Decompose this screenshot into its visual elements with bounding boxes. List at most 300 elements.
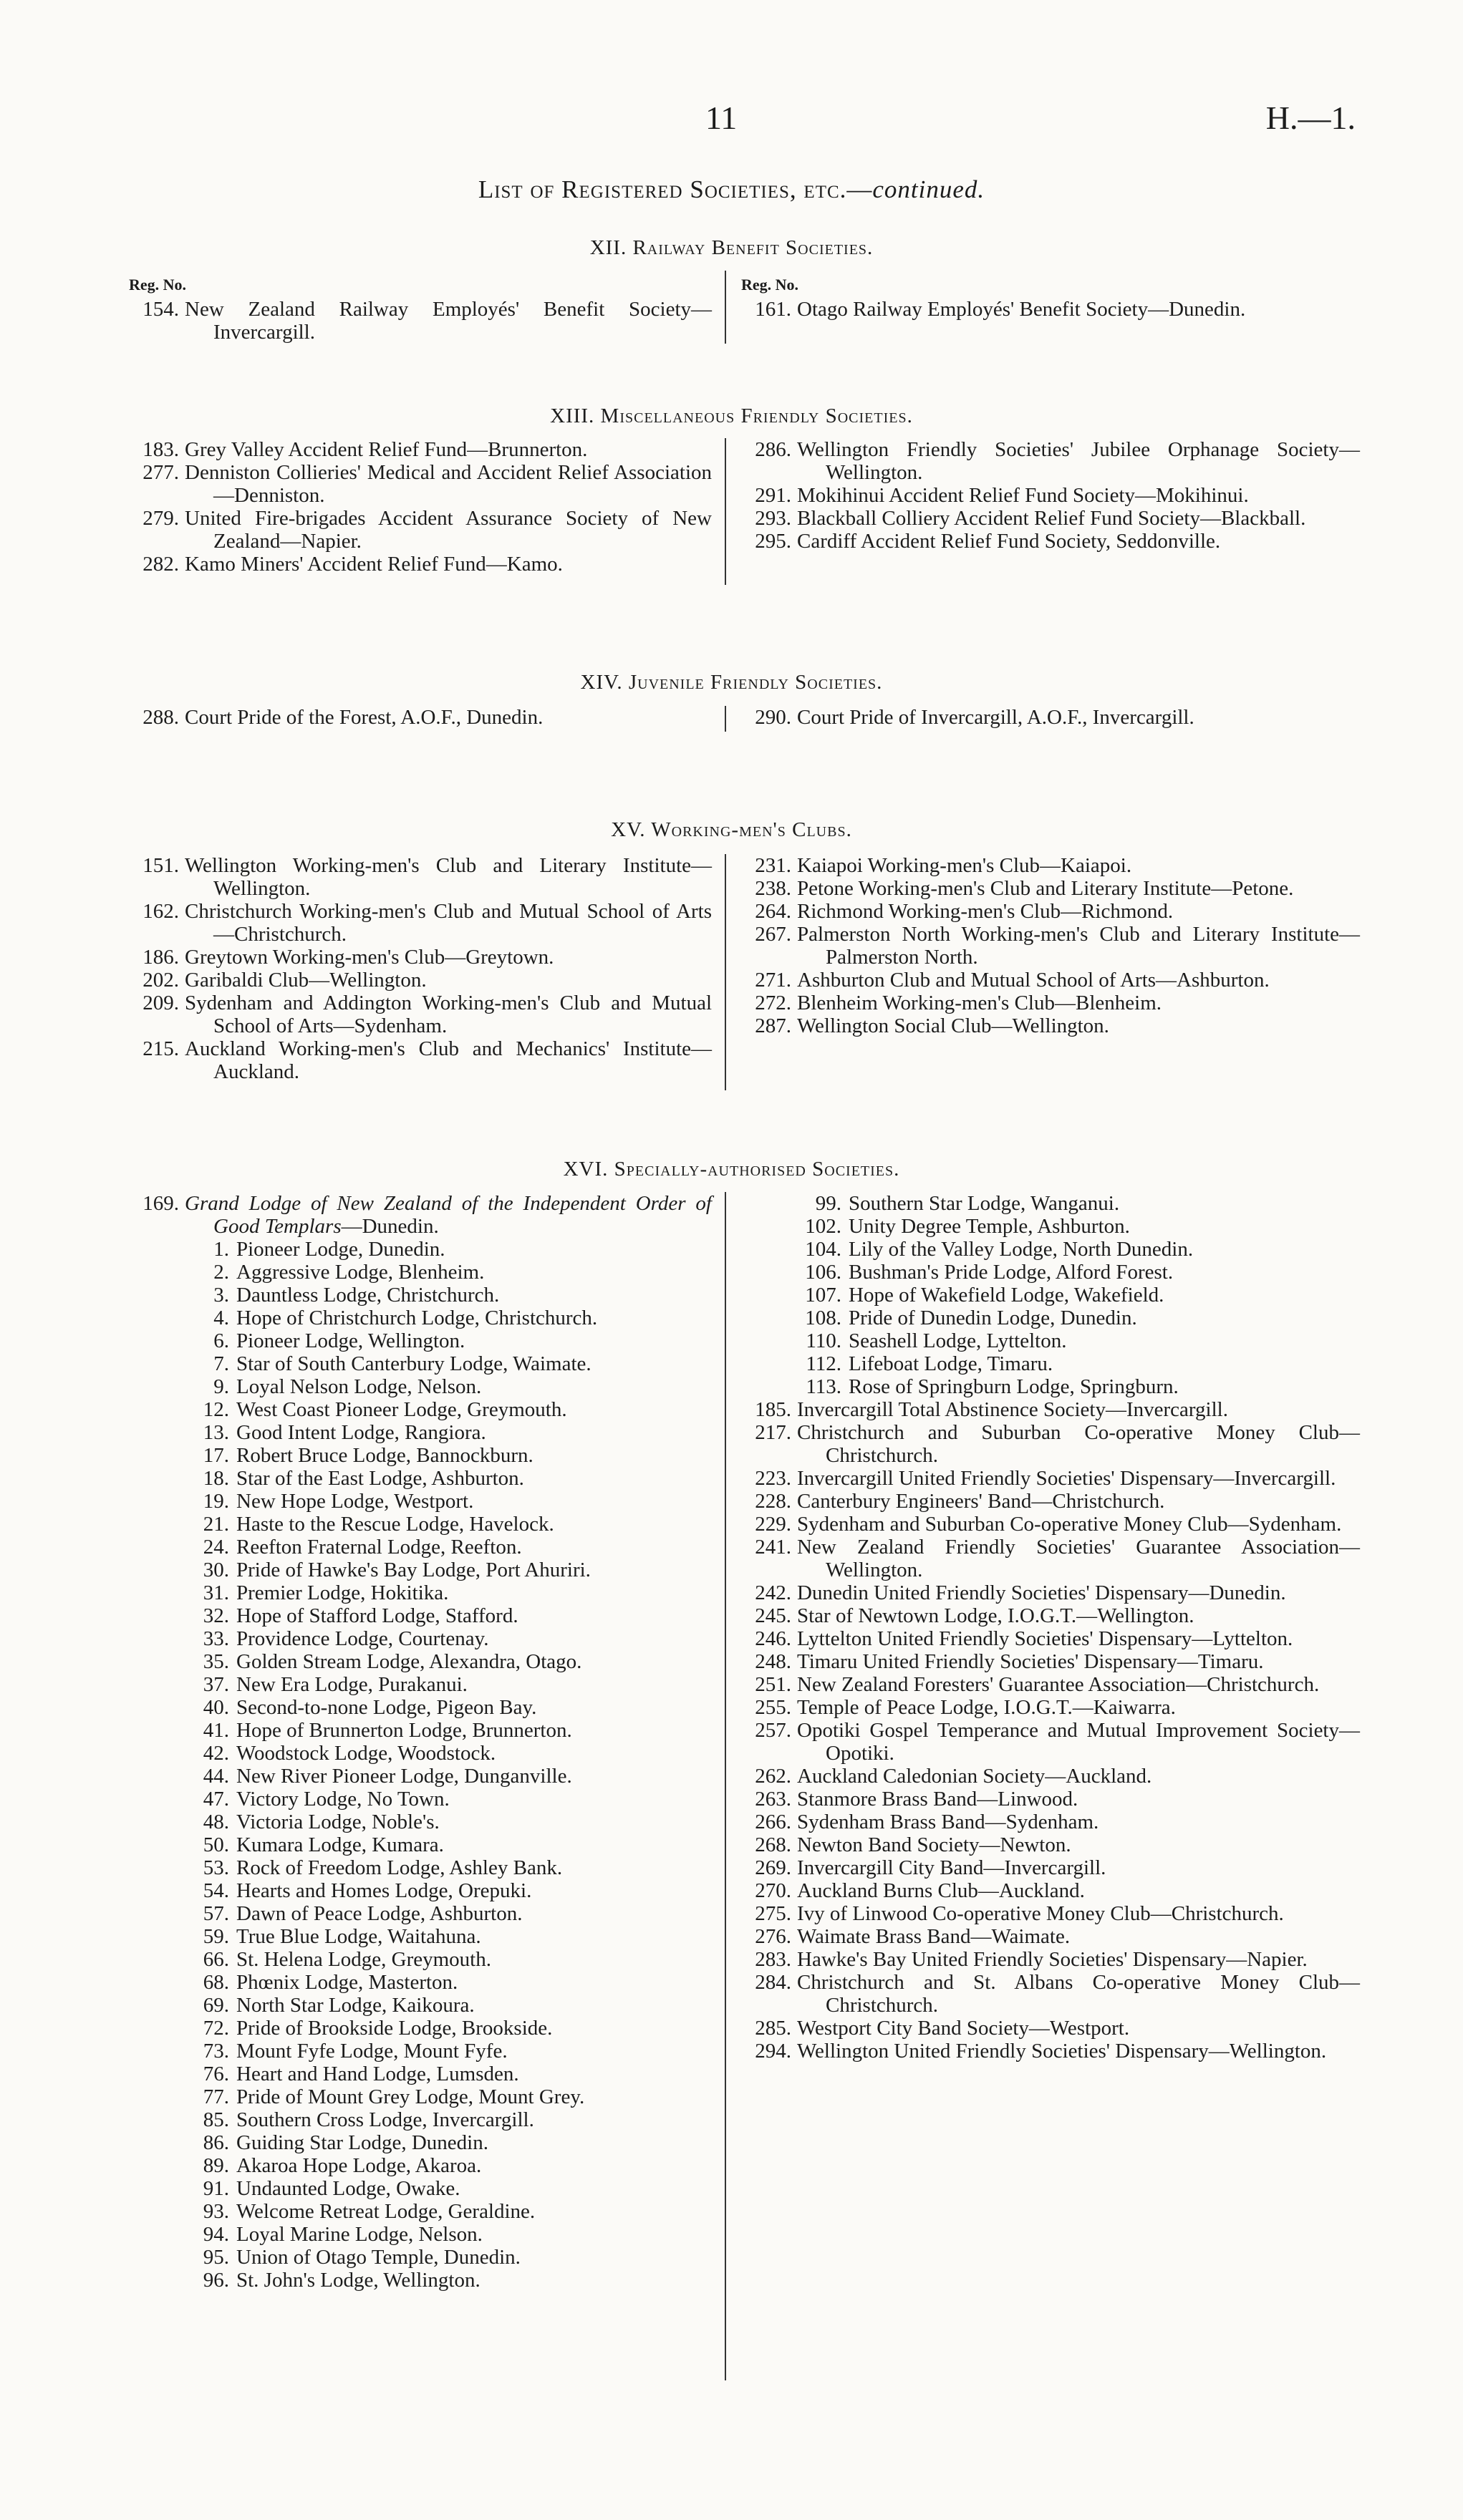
lodge-list-item	[129, 1375, 716, 1398]
society-list-item	[741, 706, 1364, 729]
society-name: Kamo Miners' Accident Relief Fund—Kamo.	[185, 553, 563, 576]
society-name: Timaru United Friendly Societies' Dispensary—Timaru.	[797, 1650, 1264, 1673]
society-name: Southern Star Lodge, Wanganui.	[849, 1192, 1120, 1215]
society-name: Hope of Stafford Lodge, Stafford.	[236, 1604, 518, 1627]
registration-number: 263.	[755, 1788, 791, 1811]
society-name: Wellington Social Club—Wellington.	[797, 1014, 1109, 1037]
registration-number: 17.	[203, 1444, 229, 1467]
lodge-list-item	[129, 1513, 716, 1536]
lodge-list-item	[129, 1948, 716, 1971]
reg-no-label: Reg. No.	[129, 276, 187, 294]
registration-number: 13.	[203, 1421, 229, 1444]
section-title-working-mens-clubs: XV. Working-men's Clubs.	[611, 818, 852, 841]
registration-number: 288.	[143, 706, 179, 729]
lodge-list-item	[129, 1307, 716, 1329]
registration-number: 270.	[755, 1879, 791, 1902]
society-list-item	[741, 507, 1364, 530]
society-name: True Blue Lodge, Waitahuna.	[236, 1925, 481, 1948]
lodge-list-item	[129, 1467, 716, 1490]
lodge-list-item	[129, 1994, 716, 2017]
registration-number: 86.	[203, 2131, 229, 2154]
society-name: Heart and Hand Lodge, Lumsden.	[236, 2063, 519, 2085]
grand-lodge-entry	[129, 1192, 716, 1238]
list-title-main: List of Registered Societies, etc.—	[478, 175, 873, 203]
registration-number: 272.	[755, 992, 791, 1014]
society-name: St. John's Lodge, Wellington.	[236, 2269, 481, 2292]
lodge-list-item	[741, 1352, 1364, 1375]
column-divider	[725, 271, 726, 344]
registration-number: 4.	[213, 1307, 229, 1329]
society-name: Wellington Friendly Societies' Jubilee Orphanage Society—Wellington.	[797, 438, 1360, 484]
registration-number: 275.	[755, 1902, 791, 1925]
registration-number: 7.	[213, 1352, 229, 1375]
registration-number: 68.	[203, 1971, 229, 1994]
society-name: New Zealand Railway Employés' Benefit Society—Invercargill.	[185, 298, 712, 344]
society-name: Haste to the Rescue Lodge, Havelock.	[236, 1513, 554, 1536]
registration-number: 241.	[755, 1536, 791, 1559]
registration-number: 96.	[203, 2269, 229, 2292]
registration-number: 154.	[143, 298, 179, 321]
registration-number: 57.	[203, 1902, 229, 1925]
grand-lodge-name: Grand Lodge of New Zealand of the Independent Order of Good Templars	[185, 1192, 712, 1238]
registration-number: 50.	[203, 1833, 229, 1856]
society-name: United Fire-brigades Accident Assurance Society of New Zealand—Napier.	[185, 507, 712, 553]
society-name: Otago Railway Employés' Benefit Society—Dunedin.	[797, 298, 1246, 321]
lodge-list-item	[129, 1536, 716, 1559]
society-name: Seashell Lodge, Lyttelton.	[849, 1329, 1067, 1352]
registration-number: 271.	[755, 969, 791, 992]
lodge-list-item	[129, 2063, 716, 2085]
society-name: Canterbury Engineers' Band—Christchurch.	[797, 1490, 1165, 1513]
society-name: Good Intent Lodge, Rangiora.	[236, 1421, 486, 1444]
society-name: Hope of Wakefield Lodge, Wakefield.	[849, 1284, 1164, 1307]
lodge-list-item	[741, 1307, 1364, 1329]
society-list-item	[741, 1925, 1364, 1948]
registration-number: 3.	[213, 1284, 229, 1307]
society-name: Undaunted Lodge, Owake.	[236, 2177, 460, 2200]
society-list-item	[129, 461, 716, 507]
society-name: Newton Band Society—Newton.	[797, 1833, 1071, 1856]
society-list-item	[741, 1971, 1364, 2017]
society-name: Grey Valley Accident Relief Fund—Brunnerton.	[185, 438, 588, 461]
society-list-item	[741, 484, 1364, 507]
registration-number: 59.	[203, 1925, 229, 1948]
registration-number: 33.	[203, 1627, 229, 1650]
registration-number: 53.	[203, 1856, 229, 1879]
lodge-list-item	[129, 1742, 716, 1765]
society-name: St. Helena Lodge, Greymouth.	[236, 1948, 491, 1971]
lodge-list-item	[741, 1261, 1364, 1284]
society-list-item	[741, 1398, 1364, 1421]
miscellaneous-right-column	[741, 438, 1364, 553]
registration-number: 54.	[203, 1879, 229, 1902]
registration-number: 30.	[203, 1559, 229, 1581]
lodge-list-item	[129, 1421, 716, 1444]
list-title-continued: continued.	[872, 175, 985, 203]
society-list-item	[741, 1811, 1364, 1833]
society-name: New Hope Lodge, Westport.	[236, 1490, 474, 1513]
society-list-item	[129, 438, 716, 461]
society-name: Premier Lodge, Hokitika.	[236, 1581, 449, 1604]
society-list-item	[741, 877, 1364, 900]
society-name: Welcome Retreat Lodge, Geraldine.	[236, 2200, 536, 2223]
registration-number: 245.	[755, 1604, 791, 1627]
registration-number: 73.	[203, 2040, 229, 2063]
society-list-item	[741, 992, 1364, 1014]
society-name: Greytown Working-men's Club—Greytown.	[185, 946, 554, 969]
registration-number: 93.	[203, 2200, 229, 2223]
registration-number: 269.	[755, 1856, 791, 1879]
society-list-item	[741, 2017, 1364, 2040]
registration-number: 283.	[755, 1948, 791, 1971]
lodge-list-item	[129, 1811, 716, 1833]
lodge-list-item	[129, 1444, 716, 1467]
lodge-list-item	[129, 2177, 716, 2200]
lodge-list-item	[129, 2223, 716, 2246]
registration-number: 277.	[143, 461, 179, 484]
society-name: Kumara Lodge, Kumara.	[236, 1833, 444, 1856]
lodge-list-item	[129, 1971, 716, 1994]
registration-number: 238.	[755, 877, 791, 900]
page-number: 11	[705, 100, 738, 136]
registration-number: 102.	[805, 1215, 841, 1238]
society-list-item	[741, 900, 1364, 923]
society-list-item	[741, 1467, 1364, 1490]
registration-number: 279.	[143, 507, 179, 530]
registration-number: 95.	[203, 2246, 229, 2269]
lodge-list-item	[129, 1329, 716, 1352]
society-name: Star of the East Lodge, Ashburton.	[236, 1467, 524, 1490]
society-list-item	[129, 946, 716, 969]
society-name: Court Pride of the Forest, A.O.F., Dunedin.	[185, 706, 544, 729]
registration-number: 12.	[203, 1398, 229, 1421]
railway-right-column	[741, 273, 1364, 321]
society-name: Palmerston North Working-men's Club and Literary Institute—Palmerston North.	[797, 923, 1360, 969]
lodge-list-item	[129, 1696, 716, 1719]
society-list-item	[741, 1650, 1364, 1673]
lodge-list-item	[129, 1719, 716, 1742]
registration-number: 91.	[203, 2177, 229, 2200]
lodge-list-item	[129, 1490, 716, 1513]
lodge-list-item	[741, 1375, 1364, 1398]
registration-number: 276.	[755, 1925, 791, 1948]
section-title-railway: XII. Railway Benefit Societies.	[589, 236, 874, 259]
society-list-item	[741, 1696, 1364, 1719]
society-list-item	[129, 507, 716, 553]
society-name: Garibaldi Club—Wellington.	[185, 969, 427, 992]
section-title-juvenile: XIV. Juvenile Friendly Societies.	[580, 671, 883, 694]
registration-number: 267.	[755, 923, 791, 946]
society-list-item	[129, 298, 716, 344]
specially-authorised-right-column	[741, 1192, 1364, 2063]
society-name: Phœnix Lodge, Masterton.	[236, 1971, 458, 1994]
society-name: Invercargill Total Abstinence Society—Invercargill.	[797, 1398, 1228, 1421]
registration-number: 35.	[203, 1650, 229, 1673]
society-name: Wellington Working-men's Club and Literary Institute—Wellington.	[185, 854, 712, 900]
registration-number: 106.	[805, 1261, 841, 1284]
registration-number: 19.	[203, 1490, 229, 1513]
society-name: Star of Newtown Lodge, I.O.G.T.—Wellington.	[797, 1604, 1194, 1627]
society-name: Loyal Marine Lodge, Nelson.	[236, 2223, 483, 2246]
society-name: Victoria Lodge, Noble's.	[236, 1811, 440, 1833]
registration-number: 104.	[805, 1238, 841, 1261]
registration-number: 285.	[755, 2017, 791, 2040]
lodge-list-item	[741, 1329, 1364, 1352]
society-name: Petone Working-men's Club and Literary Institute—Petone.	[797, 877, 1294, 900]
registration-number: 66.	[203, 1948, 229, 1971]
registration-number: 48.	[203, 1811, 229, 1833]
lodge-list-item	[129, 1261, 716, 1284]
society-name: Pride of Mount Grey Lodge, Mount Grey.	[236, 2085, 585, 2108]
lodge-list-item	[129, 1902, 716, 1925]
lodge-list-item	[129, 1581, 716, 1604]
working-mens-clubs-right-column	[741, 854, 1364, 1037]
lodge-list-item	[129, 1559, 716, 1581]
society-name: Denniston Collieries' Medical and Accident Relief Association—Denniston.	[185, 461, 712, 507]
society-name: Rose of Springburn Lodge, Springburn.	[849, 1375, 1179, 1398]
registration-number: 69.	[203, 1994, 229, 2017]
registration-number: 72.	[203, 2017, 229, 2040]
registration-number: 185.	[755, 1398, 791, 1421]
society-name: Akaroa Hope Lodge, Akaroa.	[236, 2154, 482, 2177]
registration-number: 251.	[755, 1673, 791, 1696]
society-name: Hearts and Homes Lodge, Orepuki.	[236, 1879, 532, 1902]
society-name: Westport City Band Society—Westport.	[797, 2017, 1130, 2040]
list-title	[0, 175, 1463, 204]
society-name: Opotiki Gospel Temperance and Mutual Improvement Society—Opotiki.	[797, 1719, 1360, 1765]
lodge-list-item	[741, 1192, 1364, 1215]
registration-number: 290.	[755, 706, 791, 729]
society-name: Auckland Working-men's Club and Mechanics' Institute—Auckland.	[185, 1037, 712, 1083]
grand-lodge-number: 169.	[143, 1192, 179, 1215]
society-name: Stanmore Brass Band—Linwood.	[797, 1788, 1078, 1811]
registration-number: 24.	[203, 1536, 229, 1559]
society-name: Southern Cross Lodge, Invercargill.	[236, 2108, 534, 2131]
registration-number: 257.	[755, 1719, 791, 1742]
society-name: Rock of Freedom Lodge, Ashley Bank.	[236, 1856, 563, 1879]
lodge-list-item	[129, 2040, 716, 2063]
registration-number: 110.	[806, 1329, 841, 1352]
society-name: Star of South Canterbury Lodge, Waimate.	[236, 1352, 592, 1375]
society-name: Providence Lodge, Courtenay.	[236, 1627, 489, 1650]
lodge-list-item	[129, 1238, 716, 1261]
society-name: Hope of Brunnerton Lodge, Brunnerton.	[236, 1719, 572, 1742]
registration-number: 228.	[755, 1490, 791, 1513]
society-list-item	[741, 1673, 1364, 1696]
registration-number: 44.	[203, 1765, 229, 1788]
lodge-list-item	[129, 2246, 716, 2269]
society-list-item	[741, 1627, 1364, 1650]
society-name: Sydenham and Addington Working-men's Club and Mutual School of Arts—Sydenham.	[185, 992, 712, 1037]
registration-number: 37.	[203, 1673, 229, 1696]
registration-number: 40.	[203, 1696, 229, 1719]
society-name: Christchurch Working-men's Club and Mutual School of Arts—Christchurch.	[185, 900, 712, 946]
society-list-item	[741, 1536, 1364, 1581]
lodge-list-item	[129, 1627, 716, 1650]
registration-number: 107.	[805, 1284, 841, 1307]
society-list-item	[741, 1421, 1364, 1467]
lodge-list-item	[129, 1833, 716, 1856]
registration-number: 1.	[213, 1238, 229, 1261]
lodge-list-item	[129, 2154, 716, 2177]
registration-number: 215.	[143, 1037, 179, 1060]
society-name: Golden Stream Lodge, Alexandra, Otago.	[236, 1650, 582, 1673]
lodge-list-item	[129, 1879, 716, 1902]
society-list-item	[129, 900, 716, 946]
lodge-list-item	[129, 2200, 716, 2223]
society-list-item	[129, 992, 716, 1037]
registration-number: 94.	[203, 2223, 229, 2246]
society-list-item	[741, 969, 1364, 992]
society-name: Hawke's Bay United Friendly Societies' Dispensary—Napier.	[797, 1948, 1308, 1971]
society-name: Pride of Brookside Lodge, Brookside.	[236, 2017, 553, 2040]
society-name: Wellington United Friendly Societies' Dispensary—Wellington.	[797, 2040, 1327, 2063]
society-list-item	[129, 1037, 716, 1083]
society-name: Robert Bruce Lodge, Bannockburn.	[236, 1444, 533, 1467]
society-name: Invercargill United Friendly Societies' Dispensary—Invercargill.	[797, 1467, 1336, 1490]
working-mens-clubs-left-column	[129, 854, 716, 1083]
railway-left-column	[129, 273, 716, 344]
miscellaneous-left-column	[129, 438, 716, 576]
society-list-item	[741, 1879, 1364, 1902]
society-list-item	[741, 1788, 1364, 1811]
society-list-item	[741, 1719, 1364, 1765]
society-name: Dunedin United Friendly Societies' Dispensary—Dunedin.	[797, 1581, 1286, 1604]
society-name: Pride of Hawke's Bay Lodge, Port Ahuriri.	[236, 1559, 591, 1581]
society-name: Lyttelton United Friendly Societies' Dispensary—Lyttelton.	[797, 1627, 1293, 1650]
society-name: Pioneer Lodge, Dunedin.	[236, 1238, 445, 1261]
registration-number: 41.	[203, 1719, 229, 1742]
society-name: Hope of Christchurch Lodge, Christchurch.	[236, 1307, 598, 1329]
society-name: Christchurch and St. Albans Co-operative Money Club—Christchurch.	[797, 1971, 1360, 2017]
society-name: West Coast Pioneer Lodge, Greymouth.	[236, 1398, 567, 1421]
society-name: Victory Lodge, No Town.	[236, 1788, 450, 1811]
registration-number: 76.	[203, 2063, 229, 2085]
lodge-list-item	[129, 1398, 716, 1421]
registration-number: 229.	[755, 1513, 791, 1536]
society-name: Mokihinui Accident Relief Fund Society—Mokihinui.	[797, 484, 1249, 507]
registration-number: 217.	[755, 1421, 791, 1444]
registration-number: 112.	[806, 1352, 841, 1375]
registration-number: 268.	[755, 1833, 791, 1856]
society-name: New Era Lodge, Purakanui.	[236, 1673, 468, 1696]
registration-number: 183.	[143, 438, 179, 461]
reg-no-label: Reg. No.	[741, 276, 799, 294]
society-name: Dawn of Peace Lodge, Ashburton.	[236, 1902, 523, 1925]
society-list-item	[741, 1513, 1364, 1536]
society-name: Unity Degree Temple, Ashburton.	[849, 1215, 1130, 1238]
registration-number: 287.	[755, 1014, 791, 1037]
registration-number: 21.	[203, 1513, 229, 1536]
society-name: Bushman's Pride Lodge, Alford Forest.	[849, 1261, 1174, 1284]
society-name: Union of Otago Temple, Dunedin.	[236, 2246, 521, 2269]
society-list-item	[741, 1581, 1364, 1604]
registration-number: 223.	[755, 1467, 791, 1490]
registration-number: 286.	[755, 438, 791, 461]
running-head: H.—1.	[1265, 100, 1356, 136]
registration-number: 266.	[755, 1811, 791, 1833]
society-name: Court Pride of Invercargill, A.O.F., Invercargill.	[797, 706, 1194, 729]
registration-number: 264.	[755, 900, 791, 923]
society-name: Woodstock Lodge, Woodstock.	[236, 1742, 496, 1765]
society-name: Cardiff Accident Relief Fund Society, Seddonville.	[797, 530, 1221, 553]
society-name: New Zealand Friendly Societies' Guarantee Association—Wellington.	[797, 1536, 1360, 1581]
society-name: Sydenham Brass Band—Sydenham.	[797, 1811, 1099, 1833]
society-name: Reefton Fraternal Lodge, Reefton.	[236, 1536, 522, 1559]
registration-number: 282.	[143, 553, 179, 576]
society-name: Dauntless Lodge, Christchurch.	[236, 1284, 500, 1307]
society-list-item	[741, 1833, 1364, 1856]
society-list-item	[741, 2040, 1364, 2063]
society-list-item	[741, 1014, 1364, 1037]
registration-number: 108.	[805, 1307, 841, 1329]
juvenile-right-column	[741, 706, 1364, 729]
column-divider	[725, 438, 726, 585]
society-list-item	[741, 438, 1364, 484]
society-name: Mount Fyfe Lodge, Mount Fyfe.	[236, 2040, 508, 2063]
column-divider	[725, 854, 726, 1090]
registration-number: 85.	[203, 2108, 229, 2131]
registration-number: 291.	[755, 484, 791, 507]
society-name: Auckland Caledonian Society—Auckland.	[797, 1765, 1152, 1788]
society-name: Lifeboat Lodge, Timaru.	[849, 1352, 1053, 1375]
society-name: Blenheim Working-men's Club—Blenheim.	[797, 992, 1162, 1014]
society-list-item	[741, 854, 1364, 877]
society-list-item	[741, 1765, 1364, 1788]
registration-number: 294.	[755, 2040, 791, 2063]
lodge-list-item	[129, 1925, 716, 1948]
lodge-list-item	[129, 1788, 716, 1811]
registration-number: 255.	[755, 1696, 791, 1719]
registration-number: 248.	[755, 1650, 791, 1673]
registration-number: 31.	[203, 1581, 229, 1604]
registration-number: 6.	[213, 1329, 229, 1352]
society-name: North Star Lodge, Kaikoura.	[236, 1994, 475, 2017]
society-name: Pioneer Lodge, Wellington.	[236, 1329, 465, 1352]
registration-number: 262.	[755, 1765, 791, 1788]
section-title-specially-authorised: XVI. Specially-authorised Societies.	[563, 1158, 900, 1181]
society-name: Waimate Brass Band—Waimate.	[797, 1925, 1071, 1948]
lodge-list-item	[129, 1765, 716, 1788]
society-list-item	[129, 969, 716, 992]
society-list-item	[741, 1902, 1364, 1925]
lodge-list-item	[129, 2108, 716, 2131]
society-list-item	[741, 530, 1364, 553]
society-name: Lily of the Valley Lodge, North Dunedin.	[849, 1238, 1194, 1261]
registration-number: 242.	[755, 1581, 791, 1604]
society-name: Second-to-none Lodge, Pigeon Bay.	[236, 1696, 537, 1719]
registration-number: 295.	[755, 530, 791, 553]
society-name: Ivy of Linwood Co-operative Money Club—Christchurch.	[797, 1902, 1284, 1925]
society-name: Ashburton Club and Mutual School of Arts—Ashburton.	[797, 969, 1270, 992]
lodge-list-item	[129, 1352, 716, 1375]
registration-number: 47.	[203, 1788, 229, 1811]
society-name: Christchurch and Suburban Co-operative Money Club—Christchurch.	[797, 1421, 1360, 1467]
registration-number: 113.	[806, 1375, 841, 1398]
society-list-item	[129, 854, 716, 900]
registration-number: 18.	[203, 1467, 229, 1490]
lodge-list-item	[129, 2085, 716, 2108]
column-divider	[725, 706, 726, 732]
society-name: Invercargill City Band—Invercargill.	[797, 1856, 1106, 1879]
society-list-item	[741, 1948, 1364, 1971]
society-name: Aggressive Lodge, Blenheim.	[236, 1261, 485, 1284]
society-list-item	[129, 706, 716, 729]
society-name: Auckland Burns Club—Auckland.	[797, 1879, 1085, 1902]
registration-number: 202.	[143, 969, 179, 992]
registration-number: 293.	[755, 507, 791, 530]
lodge-list-item	[129, 1856, 716, 1879]
